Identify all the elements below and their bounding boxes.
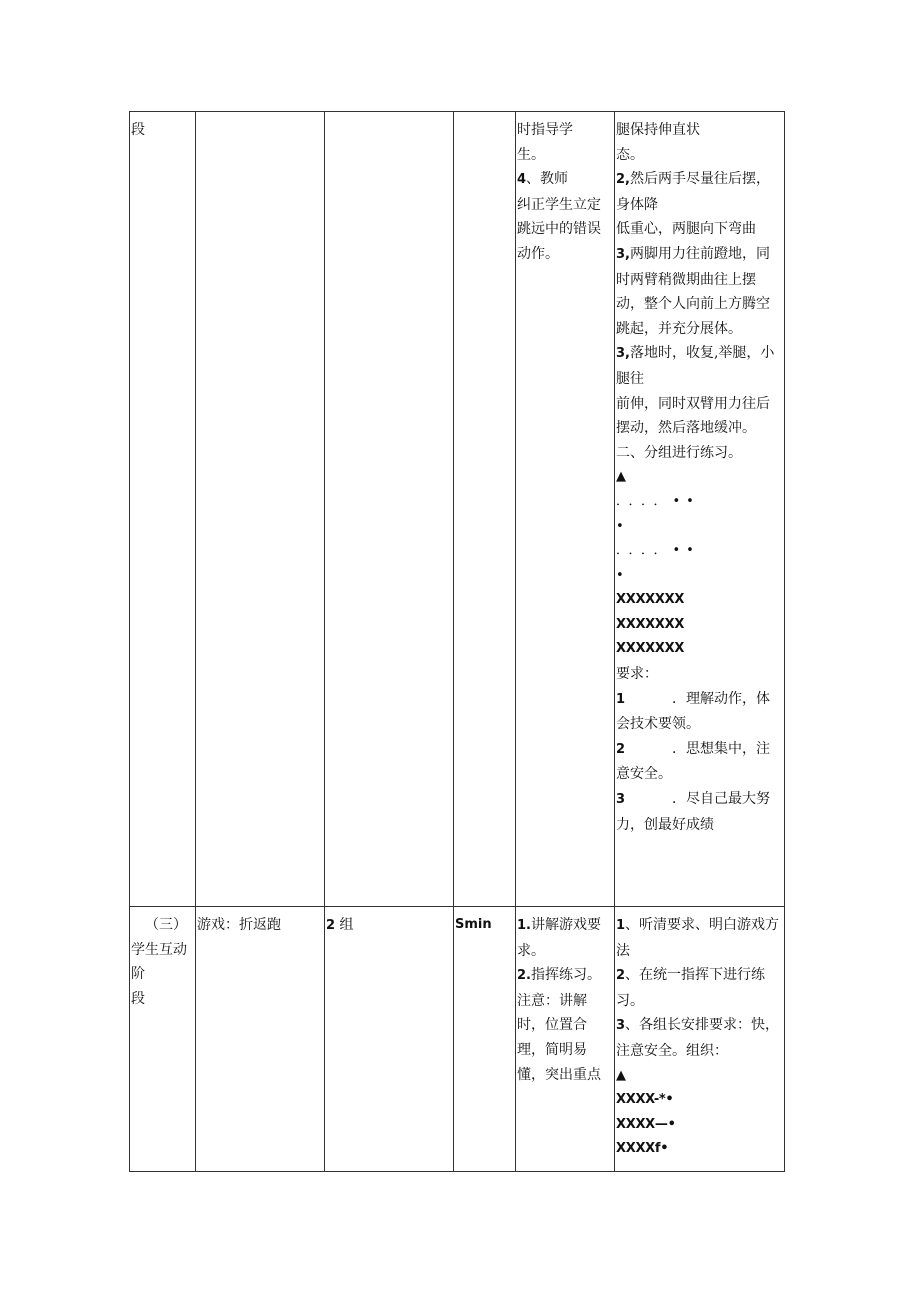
requirement-item: 1 ．理解动作，体会技术要领。	[616, 690, 770, 733]
lesson-plan-table	[129, 111, 785, 1172]
teacher-step-1: 1.讲解游戏要求。	[517, 917, 601, 959]
student-step-landing: 3,落地时，收复,举腿，小腿往 前伸，同时双臂用力往后摆动，然后落地缓冲。	[616, 345, 775, 437]
formation-row: XXXXf•	[616, 1141, 669, 1157]
teacher-line: 时指导学	[517, 122, 573, 138]
formation-dot: •	[616, 567, 624, 583]
teacher-item-4: 4、教师 纠正学生立定跳远中的错误动作。	[517, 171, 601, 262]
formation-row: XXXXXXX	[616, 616, 685, 632]
requirement-item: 3 ．尽自己最大努力，创最好成绩	[616, 791, 770, 833]
duration: Smin	[455, 917, 492, 932]
student-step-3: 3、各组长安排要求：快，注意安全。组织：	[616, 1017, 780, 1059]
formation-dots: ．．．．••	[616, 493, 700, 509]
stage-cell	[130, 112, 196, 907]
formation-dot: •	[616, 518, 624, 534]
count-cell	[325, 112, 454, 907]
stage-number: （三）	[145, 917, 187, 933]
content-cell	[196, 907, 325, 1172]
teacher-step-2: 2.指挥练习。	[517, 967, 601, 984]
student-line: 腿保持伸直状	[616, 122, 700, 138]
content-cell	[196, 112, 325, 907]
teacher-note: 注意：讲解时，位置合理，简明易懂，突出重点	[517, 992, 601, 1083]
table-row	[130, 112, 785, 907]
teacher-activity-cell	[516, 112, 615, 907]
formation-row: XXXXXXX	[616, 641, 685, 657]
student-activity-cell	[615, 907, 785, 1172]
requirements-label: 要求：	[616, 666, 658, 683]
teacher-position-triangle: ▲	[616, 469, 626, 485]
count-cell	[325, 907, 454, 1172]
student-step-2: 2、在统一指挥下进行练习。	[616, 967, 766, 1009]
game-content: 游戏：折返跑	[197, 917, 281, 933]
teacher-activity-cell	[516, 907, 615, 1172]
student-step-3: 3,两脚用力往前蹬地，同时两臂稍微期曲往上摆动，整个人向前上方腾空跳起，并充分展体。	[616, 245, 770, 337]
stage-cell	[130, 907, 196, 1172]
time-cell	[454, 907, 516, 1172]
teacher-position-triangle: ▲	[616, 1067, 626, 1083]
formation-dots: ．．．．••	[616, 543, 700, 559]
stage-label: 段	[131, 990, 145, 1007]
formation-row: XXXX-*•	[616, 1092, 674, 1108]
stage-label: 阶	[131, 966, 145, 983]
teacher-line: 生。	[517, 146, 545, 163]
group-practice-title: 二、分组进行练习。	[616, 444, 742, 461]
stage-label: 段	[131, 122, 145, 138]
table-row	[130, 907, 785, 1172]
requirement-item: 2 ．思想集中，注意安全。	[616, 740, 770, 783]
time-cell	[454, 112, 516, 907]
student-activity-cell	[615, 112, 785, 907]
student-step-2: 2,然后两手尽量往后摆，身体降 低重心，两腿向下弯曲	[616, 171, 770, 238]
stage-label: 学生互动	[131, 941, 187, 958]
student-step-1: 1、听清要求、明白游戏方法	[616, 917, 780, 959]
formation-row: XXXXXXX	[616, 592, 685, 608]
student-line: 态。	[616, 146, 644, 163]
formation-row: XXXX—•	[616, 1116, 676, 1132]
group-count: 2 组	[326, 917, 354, 933]
